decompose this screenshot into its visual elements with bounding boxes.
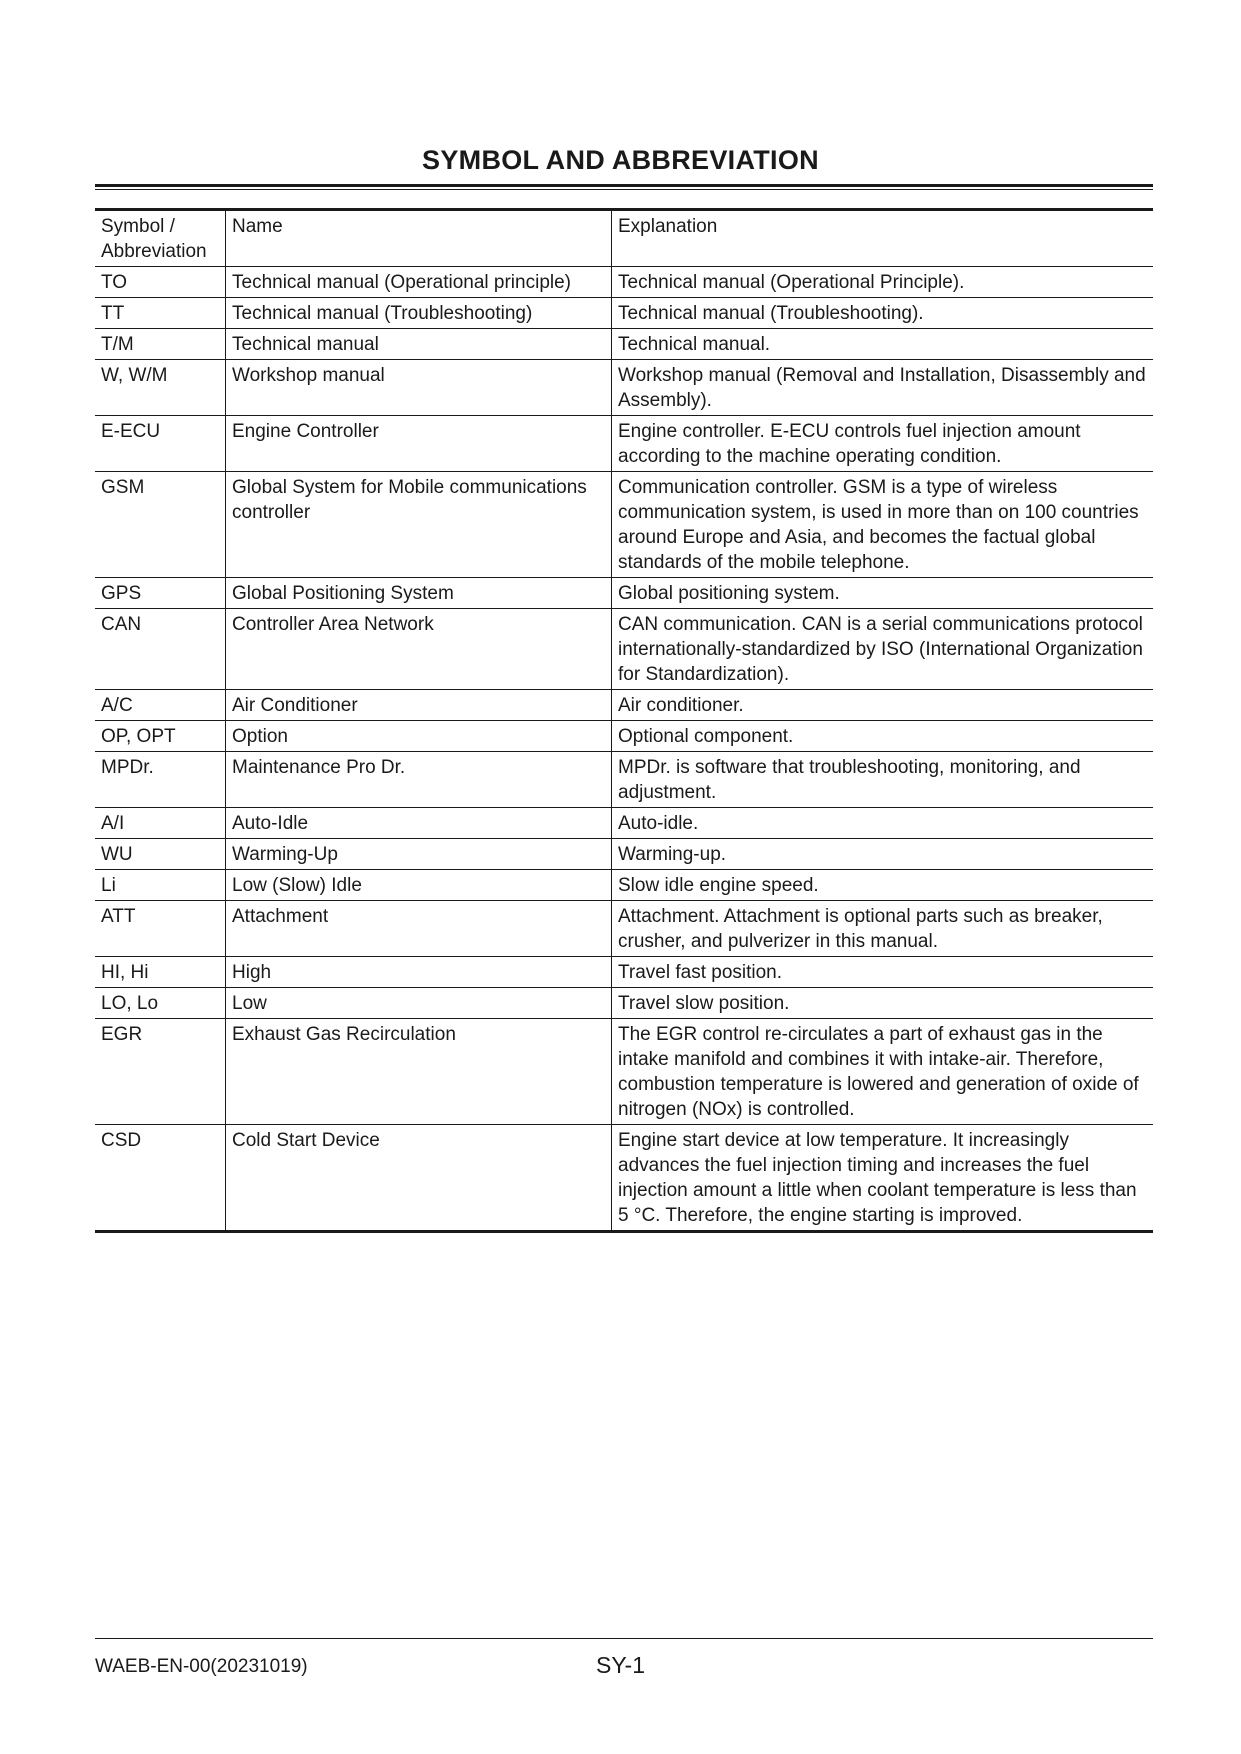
row-symbol: E-ECU [95,416,226,472]
row-name: Low [226,988,612,1019]
table-row [95,721,1153,752]
row-symbol: GSM [95,472,226,578]
row-explanation: Travel fast position. [612,957,1154,988]
table-row [95,472,1153,578]
row-name: Cold Start Device [226,1125,612,1232]
table-row [95,808,1153,839]
row-explanation: Technical manual (Troubleshooting). [612,298,1154,329]
row-symbol: Li [95,870,226,901]
row-symbol: EGR [95,1019,226,1125]
row-name: Auto-Idle [226,808,612,839]
row-symbol: TT [95,298,226,329]
row-explanation: CAN communication. CAN is a serial communications protocol internationally-standardized by ISO (International Organization for Standardization). [612,609,1154,690]
title-divider-thick [95,184,1153,187]
table-row [95,988,1153,1019]
row-explanation: Warming-up. [612,839,1154,870]
row-name: Global System for Mobile communications controller [226,472,612,578]
row-symbol: W, W/M [95,360,226,416]
row-symbol: CAN [95,609,226,690]
table-row [95,360,1153,416]
row-explanation: Auto-idle. [612,808,1154,839]
table-row [95,609,1153,690]
row-name: Workshop manual [226,360,612,416]
table-row [95,1125,1153,1232]
title-divider-thin [95,189,1153,190]
row-explanation: Engine controller. E-ECU controls fuel injection amount according to the machine operating condition. [612,416,1154,472]
header-symbol: Symbol / Abbreviation [95,210,226,267]
table-row [95,1019,1153,1125]
row-symbol: MPDr. [95,752,226,808]
row-explanation: Air conditioner. [612,690,1154,721]
row-name: Technical manual [226,329,612,360]
row-name: Global Positioning System [226,578,612,609]
row-symbol: A/C [95,690,226,721]
row-name: Maintenance Pro Dr. [226,752,612,808]
row-symbol: CSD [101,1130,142,1151]
row-name: Engine Controller [226,416,612,472]
row-symbol: A/I [95,808,226,839]
table-row [95,329,1153,360]
row-name: High [226,957,612,988]
row-name: Option [226,721,612,752]
row-name: Air Conditioner [226,690,612,721]
row-name: Warming-Up [226,839,612,870]
table-row [95,957,1153,988]
table-row [95,298,1153,329]
row-explanation: Communication controller. GSM is a type of wireless communication system, is used in more than on 100 countries around Europe and Asia, and becomes the factual global standards of the mobile telephone. [612,472,1154,578]
row-explanation: Technical manual. [612,329,1154,360]
row-name: Controller Area Network [226,609,612,690]
header-name: Name [226,210,612,267]
row-symbol: WU [95,839,226,870]
table-header-row [95,210,1153,267]
row-name: Attachment [226,901,612,957]
row-symbol: HI, Hi [95,957,226,988]
table-row [95,901,1153,957]
row-symbol: OP, OPT [95,721,226,752]
row-name: Exhaust Gas Recirculation [226,1019,612,1125]
row-explanation: Optional component. [612,721,1154,752]
row-explanation: Attachment. Attachment is optional parts such as breaker, crusher, and pulverizer in this manual. [612,901,1154,957]
row-symbol: TO [95,267,226,298]
row-explanation: Engine start device at low temperature. It increasingly advances the fuel injection timing and increases the fuel injection amount a little when coolant temperature is less than 5 °C. Therefore, the engine starting is improved. [612,1125,1154,1232]
abbreviation-table [95,208,1153,1233]
row-explanation: Workshop manual (Removal and Installation, Disassembly and Assembly). [612,360,1154,416]
row-name: Technical manual (Troubleshooting) [226,298,612,329]
table-row [95,578,1153,609]
footer-page-number: SY-1 [595,1652,646,1678]
row-explanation: Global positioning system. [612,578,1154,609]
table-row [95,752,1153,808]
row-symbol: LO, Lo [95,988,226,1019]
table-row [95,839,1153,870]
page-title: SYMBOL AND ABBREVIATION [422,145,819,175]
row-explanation: Slow idle engine speed. [612,870,1154,901]
table-row [95,267,1153,298]
header-explanation: Explanation [612,210,1154,267]
row-symbol: T/M [95,329,226,360]
footer-divider [95,1638,1153,1639]
row-name: Low (Slow) Idle [226,870,612,901]
table-row [95,416,1153,472]
row-explanation: Technical manual (Operational Principle). [612,267,1154,298]
row-explanation: The EGR control re-circulates a part of exhaust gas in the intake manifold and combines it with intake-air. Therefore, combustion temperature is lowered and generation of oxide of nitrogen (NOx) is controlled. [612,1019,1154,1125]
table-row [95,690,1153,721]
footer-document-id: WAEB-EN-00(20231019) [95,1656,308,1677]
row-explanation: MPDr. is software that troubleshooting, monitoring, and adjustment. [612,752,1154,808]
row-name: Technical manual (Operational principle) [226,267,612,298]
row-symbol: GPS [95,578,226,609]
row-explanation: Travel slow position. [612,988,1154,1019]
table-row [95,870,1153,901]
row-symbol: ATT [95,901,226,957]
